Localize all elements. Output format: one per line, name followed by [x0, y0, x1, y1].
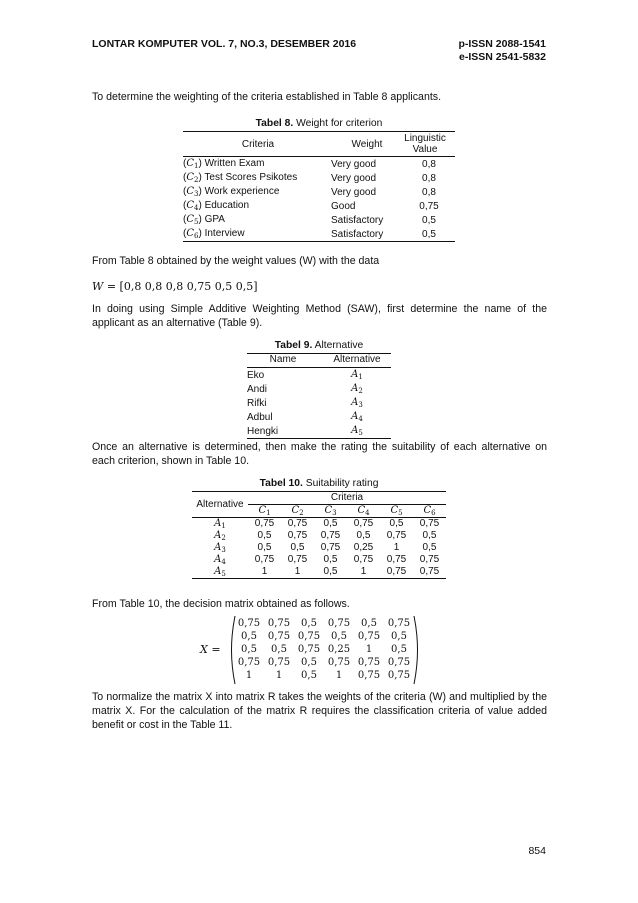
matrix-row — [234, 617, 416, 630]
rating-cell: 1 — [294, 566, 301, 578]
matrix-entry: 0,5 — [361, 618, 377, 629]
rating-cell: 0,75 — [353, 518, 374, 530]
matrix-entry: 0,75 — [357, 631, 381, 642]
symbol-letter: C — [291, 504, 300, 516]
eissn: e-ISSN 2541-5832 — [459, 51, 546, 63]
intro-paragraph: To determine the weighting of the criteria established in Table 8 applicants. — [92, 91, 442, 103]
criterion-symbol — [186, 214, 198, 225]
header-name: Name — [269, 354, 297, 365]
matrix-entry: 0,75 — [297, 631, 321, 642]
alternative-cell — [323, 396, 391, 410]
alternative-symbol — [351, 397, 363, 408]
matrix-entry: 0,75 — [267, 618, 291, 629]
criteria-cell — [183, 185, 331, 199]
math-symbol — [324, 505, 336, 516]
matrix-entry: 1 — [335, 670, 343, 681]
symbol-letter: C — [186, 214, 194, 225]
symbol-subscript: 2 — [299, 508, 304, 517]
symbol-subscript: 1 — [358, 373, 363, 381]
symbol-subscript: 2 — [358, 387, 363, 395]
math-symbol — [423, 505, 435, 516]
symbol-subscript: 4 — [221, 557, 226, 566]
rating-cell: 0,75 — [386, 530, 407, 542]
criterion-name: ) Interview — [198, 228, 245, 239]
criteria-cell — [183, 171, 331, 185]
value-cell: 0,8 — [422, 172, 436, 184]
matrix-entry: 0,75 — [297, 644, 321, 655]
matrix-row — [234, 656, 416, 669]
weight-vector — [92, 280, 258, 293]
header-criteria: Criteria — [241, 139, 275, 150]
value-cell: 0,5 — [422, 214, 436, 226]
symbol-letter: A — [214, 553, 222, 565]
table10 — [192, 491, 446, 579]
weight-cell: Very good — [331, 172, 377, 184]
matrix-lhs: X = — [200, 643, 221, 656]
header-weight: Weight — [351, 139, 383, 150]
journal-header: LONTAR KOMPUTER VOL. 7, NO.3, DESEMBER 2016 — [92, 38, 357, 50]
table-row — [192, 566, 446, 579]
rating-cell: 0,75 — [254, 518, 275, 530]
header-value: Value — [412, 144, 438, 155]
matrix-entry: 0,75 — [267, 631, 291, 642]
alternative-cell — [323, 382, 391, 396]
matrix-entry: 0,5 — [271, 644, 287, 655]
symbol-subscript: 4 — [365, 508, 370, 517]
math-symbol — [214, 566, 226, 577]
value-cell: 0,8 — [422, 158, 436, 170]
criterion-name: ) GPA — [198, 214, 225, 225]
symbol-letter: A — [351, 411, 359, 422]
math-symbol — [214, 554, 226, 565]
criterion-name: ) Written Exam — [198, 158, 265, 169]
table9-header — [247, 353, 391, 368]
symbol-letter: C — [186, 172, 194, 183]
table8-body — [183, 157, 455, 242]
table8-header — [183, 131, 455, 157]
criterion-name: ) Education — [198, 200, 250, 211]
table10-caption: Tabel 10. Suitability rating — [259, 478, 379, 489]
table-row — [247, 382, 391, 396]
symbol-subscript: 1 — [221, 521, 226, 530]
table-row — [247, 424, 391, 439]
symbol-subscript: 5 — [221, 569, 226, 578]
weight-cell: Satisfactory — [331, 228, 384, 240]
rating-cell: 0,5 — [257, 542, 272, 554]
symbol-subscript: 4 — [194, 204, 199, 212]
matrix-entry: 0,5 — [391, 631, 407, 642]
page-number: 854 — [528, 845, 546, 857]
symbol-letter: C — [186, 228, 194, 239]
alternative-cell — [192, 554, 248, 566]
rating-cell: 0,75 — [386, 554, 407, 566]
table8-caption: Tabel 8. Weight for criterion — [255, 118, 383, 129]
math-symbol — [357, 505, 369, 516]
rating-cell: 0,5 — [323, 566, 338, 578]
criteria-cell — [183, 227, 331, 242]
symbol-subscript: 2 — [221, 533, 226, 542]
symbol-subscript: 1 — [194, 162, 199, 170]
table-row — [183, 185, 455, 199]
symbol-subscript: 5 — [398, 508, 403, 517]
alternative-cell — [192, 566, 248, 579]
table-row — [183, 213, 455, 227]
math-symbol — [258, 505, 270, 516]
criterion-symbol — [186, 186, 198, 197]
matrix-row — [234, 669, 416, 682]
symbol-letter: A — [214, 541, 222, 553]
math-symbol — [390, 505, 402, 516]
criterion-symbol — [186, 172, 198, 183]
matrix-entry: 0,75 — [387, 618, 411, 629]
table-row — [192, 517, 446, 530]
matrix-entry: 0,75 — [327, 618, 351, 629]
weight-cell: Satisfactory — [331, 214, 384, 226]
rating-cell: 0,75 — [287, 530, 308, 542]
table-row — [247, 396, 391, 410]
criteria-cell — [183, 199, 331, 213]
name-cell: Rifki — [247, 397, 267, 409]
alternative-cell — [192, 517, 248, 530]
table10-grid — [192, 491, 446, 579]
matrix-entry: 0,5 — [301, 618, 317, 629]
matrix-entry: 0,75 — [327, 657, 351, 668]
symbol-subscript: 3 — [358, 401, 363, 409]
math-symbol — [214, 542, 226, 553]
rating-cell: 1 — [360, 566, 367, 578]
table-row — [192, 530, 446, 542]
matrix-entry: 0,75 — [267, 657, 291, 668]
table-row — [192, 554, 446, 566]
symbol-subscript: 3 — [194, 190, 199, 198]
header-alternative: Alternative — [333, 354, 381, 365]
matrix-entry: 0,75 — [387, 670, 411, 681]
symbol-subscript: 3 — [221, 545, 226, 554]
name-cell: Eko — [247, 369, 265, 381]
matrix-paragraph: From Table 10, the decision matrix obtained as follows. — [92, 598, 350, 610]
rating-cell: 0,5 — [290, 542, 305, 554]
table9-body — [247, 368, 391, 439]
rating-cell: 0,5 — [422, 542, 437, 554]
matrix-entry: 1 — [245, 670, 253, 681]
table-row — [183, 227, 455, 242]
weight-vector-lhs: W — [92, 280, 104, 293]
table9-caption: Tabel 9. Alternative — [274, 340, 364, 351]
criterion-symbol — [186, 228, 198, 239]
symbol-letter: C — [357, 504, 366, 516]
name-cell: Adbul — [247, 411, 273, 423]
value-cell: 0,75 — [419, 200, 439, 212]
symbol-letter: C — [423, 504, 432, 516]
matrix-entry: 0,5 — [391, 644, 407, 655]
alternative-cell — [323, 410, 391, 424]
math-symbol — [214, 518, 226, 529]
symbol-letter: A — [214, 529, 222, 541]
table-row — [247, 368, 391, 382]
symbol-letter: A — [214, 565, 222, 577]
criterion-name: ) Work experience — [198, 186, 280, 197]
matrix-entry: 0,5 — [301, 670, 317, 681]
matrix-row — [234, 643, 416, 656]
alternative-symbol — [351, 369, 363, 380]
alternative-cell — [192, 542, 248, 554]
alternative-cell — [323, 368, 391, 382]
symbol-letter: C — [324, 504, 333, 516]
criterion-symbol — [186, 200, 198, 211]
rating-paragraph: Once an alternative is determined, then make the rating the suitability of each alternative on each criterion, shown in Table 10. — [92, 441, 547, 467]
matrix-entry: 0,75 — [237, 618, 261, 629]
paren-open: ( — [183, 200, 187, 211]
matrix-entry: 0,75 — [357, 670, 381, 681]
matrix-entry: 0,75 — [387, 657, 411, 668]
symbol-letter: C — [258, 504, 267, 516]
alternative-symbol — [351, 383, 363, 394]
name-cell: Andi — [247, 383, 268, 395]
rating-cell: 0,75 — [287, 518, 308, 530]
weights-paragraph: From Table 8 obtained by the weight values (W) with the data — [92, 255, 380, 267]
symbol-subscript: 6 — [194, 232, 199, 240]
symbol-letter: C — [186, 200, 194, 211]
table-row — [192, 542, 446, 554]
criterion-symbol — [186, 158, 198, 169]
criteria-cell — [183, 213, 331, 227]
math-symbol — [291, 505, 303, 516]
paren-open: ( — [183, 158, 187, 169]
symbol-letter: A — [214, 517, 222, 529]
paren-open: ( — [183, 186, 187, 197]
rating-cell: 0,75 — [419, 554, 440, 566]
matrix-entry: 0,75 — [237, 657, 261, 668]
header-linguistic: Linguistic — [404, 133, 446, 144]
normalize-paragraph: To normalize the matrix X into matrix R takes the weights of the criteria (W) and multiplied by the matrix X. For the calculation of the matrix R requires the classification criteria of value added benefit or cost in the Table 11. — [92, 691, 547, 731]
paren-open: ( — [183, 228, 187, 239]
rating-cell: 0,75 — [320, 530, 341, 542]
alternative-symbol — [351, 411, 363, 422]
criterion-header — [347, 504, 380, 517]
rating-cell: 0,75 — [386, 566, 407, 578]
table9 — [247, 353, 391, 439]
rating-cell: 0,75 — [419, 518, 440, 530]
paren-open: ( — [183, 214, 187, 225]
alternative-symbol — [351, 425, 363, 436]
table8 — [183, 131, 455, 242]
symbol-letter: C — [390, 504, 399, 516]
symbol-letter: A — [351, 383, 359, 394]
header-alternative: Alternative — [192, 492, 248, 518]
symbol-subscript: 1 — [266, 508, 271, 517]
symbol-subscript: 4 — [358, 415, 363, 423]
math-symbol — [214, 530, 226, 541]
criterion-header — [380, 504, 413, 517]
weight-vector-values: = [0,8 0,8 0,8 0,75 0,5 0,5] — [106, 280, 258, 293]
rating-cell: 0,25 — [353, 542, 374, 554]
rating-cell: 0,75 — [419, 566, 440, 578]
rating-cell: 1 — [393, 542, 400, 554]
rating-cell: 0,5 — [257, 530, 272, 542]
saw-paragraph: In doing using Simple Additive Weighting Method (SAW), first determine the name of the applicant as an alternative (Table 9). — [92, 303, 547, 329]
rating-cell: 0,5 — [389, 518, 404, 530]
criterion-header — [413, 504, 446, 517]
criterion-header — [248, 504, 281, 517]
weight-cell: Good — [331, 200, 356, 212]
rating-cell: 0,5 — [323, 518, 338, 530]
symbol-subscript: 5 — [194, 218, 199, 226]
symbol-letter: C — [186, 186, 194, 197]
matrix-entry: 1 — [275, 670, 283, 681]
matrix-entry: 1 — [365, 644, 373, 655]
symbol-subscript: 2 — [194, 176, 199, 184]
rating-cell: 0,5 — [422, 530, 437, 542]
table-row — [183, 199, 455, 213]
matrix-entry: 0,5 — [331, 631, 347, 642]
alternative-cell — [323, 424, 391, 439]
value-cell: 0,5 — [422, 228, 436, 240]
weight-cell: Very good — [331, 158, 377, 170]
matrix-entry: 0,5 — [241, 644, 257, 655]
rating-cell: 1 — [261, 566, 268, 578]
matrix-row — [234, 630, 416, 643]
rating-cell: 0,75 — [254, 554, 275, 566]
alternative-cell — [192, 530, 248, 542]
rating-cell: 0,75 — [320, 542, 341, 554]
symbol-letter: A — [351, 425, 359, 436]
pissn: p-ISSN 2088-1541 — [458, 38, 546, 50]
matrix-grid — [234, 617, 416, 682]
symbol-letter: C — [186, 158, 194, 169]
rating-cell: 0,5 — [323, 554, 338, 566]
matrix-entry: 0,5 — [301, 657, 317, 668]
criteria-cell — [183, 157, 331, 171]
value-cell: 0,8 — [422, 186, 436, 198]
table-row — [247, 410, 391, 424]
symbol-subscript: 6 — [431, 508, 436, 517]
symbol-subscript: 5 — [358, 429, 363, 437]
criterion-name: ) Test Scores Psikotes — [198, 172, 298, 183]
criterion-header — [281, 504, 314, 517]
decision-matrix — [200, 614, 460, 686]
matrix-entry: 0,5 — [241, 631, 257, 642]
header-criteria-group: Criteria — [248, 492, 446, 505]
matrix-entry: 0,75 — [357, 657, 381, 668]
rating-cell: 0,5 — [356, 530, 371, 542]
matrix-entry: 0,25 — [327, 644, 351, 655]
paren-open: ( — [183, 172, 187, 183]
name-cell: Hengki — [247, 425, 279, 437]
rating-cell: 0,75 — [287, 554, 308, 566]
rating-cell: 0,75 — [353, 554, 374, 566]
criterion-header — [314, 504, 347, 517]
weight-cell: Very good — [331, 186, 377, 198]
table-row — [183, 157, 455, 171]
symbol-subscript: 3 — [332, 508, 337, 517]
symbol-letter: A — [351, 369, 359, 380]
table-row — [183, 171, 455, 185]
symbol-letter: A — [351, 397, 359, 408]
